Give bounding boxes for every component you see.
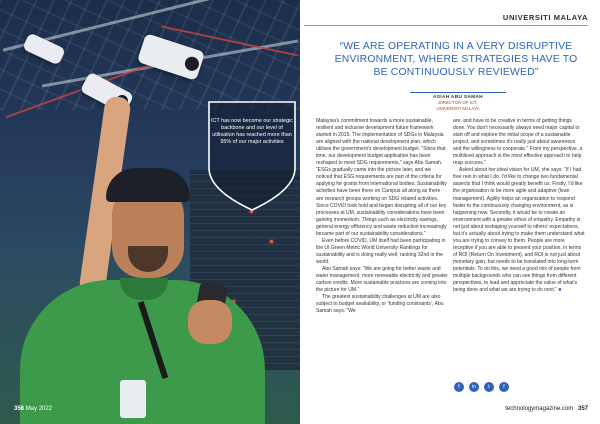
page-number: 356 [14, 406, 25, 412]
paragraph: Malaysia’s commitment towards a more sustainable, resilient and inclusive development future framework started in 2015. The implementation of SDGs in Malaysia are aligned with the national development plan, which utilises the government’s development budget. “Since that time, our development budget application has been reshaped to meet SDG requirements,” says Abu Samah. “ESGs gradually came into the picture later, and we noticed that ESG requirements are part of the criteria for applying for grants from international bodies. Sustainability activities have been there on Campus all along as there are research groups working on SDG related activities. Since COVID took hold and began disrupting all of our key processes at UM, sustainability considerations have been gaining momentum. Things such as electricity savings, general energy efficiency and waste reduction increasingly became part of our sustainability considerations.” [316, 118, 447, 237]
id-badge [120, 380, 146, 418]
paragraph: The greatest sustainability challenges at UM are also subject to budget availability, or ‘funding constraints’, Abu Samah says. “We [316, 294, 444, 315]
end-mark: ■ [558, 287, 562, 294]
attribution-name: ASIAH ABU SAMAH [433, 95, 483, 100]
callout-text: ICT has now become our strategic backbone and our level of utilisation has reached more than 95% of our major activities [211, 118, 293, 145]
article-column-2 [453, 118, 585, 294]
linkedin-icon[interactable]: in [469, 382, 479, 392]
attribution-org: UNIVERSITI MALAYA [436, 105, 480, 111]
article-column-1 [316, 118, 448, 315]
attribution-role: DIRECTOR OF ICT, [438, 100, 478, 105]
paragraph-text: Asked about her ideal vision for UM, she says: “If I had free rein in what I do, I’d like to change two fundamental aspects that I think would greatly benefit us. Firstly, I’d like the organisation to be more agile and adaptive (lean management). Agility helps an organisation to respond faster to the continuously changing environment, as is happening now. Secondly, it would be to create an environment with a greater ethos of empathy. Empathy is not just about reshaping yourself to others’ expectations, but it’s actually about trying to make them understand what you are trying to convey to them. People are more receptive if you are able to present your position, in terms of ROI (Return On Investment), and ROI is not just about monetary gain, but needs to be translated into long-term potentials. To do this, we need a good mix of people from multiple backgrounds who can see things from different perspectives, to lead and appreciate the value of what’s being done and what we are trying to do next.” [453, 167, 585, 294]
masthead-divider [304, 25, 588, 26]
hand [188, 300, 232, 344]
shield-outline [203, 98, 299, 214]
social-icons [454, 382, 509, 392]
pull-quote: “WE ARE OPERATING IN A VERY DISRUPTIVE ENVIRONMENT, WHERE STRATEGIES HAVE TO BE CONTINUOUSLY REVIEWED” [334, 41, 578, 78]
camera-lens [183, 55, 201, 73]
facebook-icon[interactable]: f [454, 382, 464, 392]
page-footer-right [505, 406, 588, 412]
website[interactable]: technologymagazine.com [505, 406, 574, 412]
paragraph [453, 167, 585, 294]
page-number: 357 [577, 406, 588, 412]
callout-shield [203, 98, 299, 214]
issue-date: May 2022 [25, 406, 53, 412]
paragraph: Abu Samah says: “We are going for better waste and water management, more renewable electricity and greater carbon credits. More sustainable practices are coming into the picture for UM.” [316, 265, 448, 294]
server-led [270, 240, 273, 243]
paragraph: Even before COVID, UM itself had been participating in the UI Green Metric World University Rankings for sustainability and is doing really well, ranking 32nd in the world. [316, 237, 446, 265]
paragraph: are, and have to be creative in terms of getting things done. You don’t necessarily always need major capital to start off and explore the initial scope of a sustainable project, and sometimes it’s really just about awareness and the willingness to cooperate.” From my perspective, a multilevel approach is the most effective approach to help reap success.” [453, 118, 583, 167]
facebook-square-icon[interactable]: f [499, 382, 509, 392]
quote-attribution [410, 92, 506, 111]
person-cap [106, 168, 190, 202]
twitter-icon[interactable]: t [484, 382, 494, 392]
article-page [300, 0, 600, 424]
masthead: UNIVERSITI MALAYA [502, 13, 588, 22]
page-footer-left [14, 406, 52, 412]
